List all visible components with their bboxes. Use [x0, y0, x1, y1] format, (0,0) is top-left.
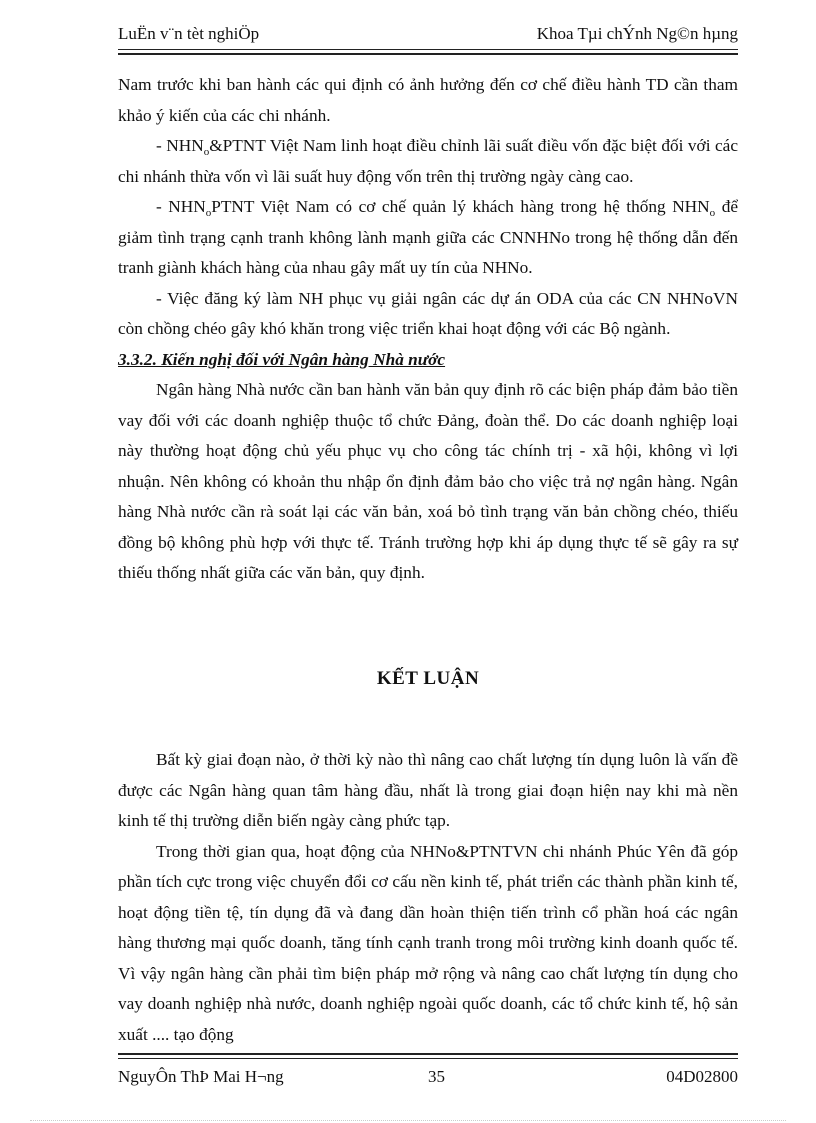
footer-author: NguyÔn ThÞ Mai H¬ng	[118, 1067, 284, 1086]
page-edge-dotted-line	[30, 1120, 786, 1121]
conclusion-paragraph-2: Trong thời gian qua, hoạt động của NHNo&PTNTVN chi nhánh Phúc Yên đã góp phần tích cực trong việc chuyển đổi cơ cấu nền kinh tế, phát triển các thành phần kinh tế, hoạt động tiền tệ, tín dụng đã và đang dần hoàn thiện tiến trình cổ phần hoá các ngân hàng thương mại quốc doanh, tăng tính cạnh tranh trong môi trường kinh doanh quốc tế. Vì vậy ngân hàng cần phải tìm biện pháp mở rộng và nâng cao chất lượng tín dụng cho vay doanh nghiệp nhà nước, doanh nghiệp ngoài quốc doanh, các tổ chức kinh tế, hộ sản xuất .... tạo động	[118, 841, 738, 1044]
section-heading: 3.3.2. Kiến nghị đối với Ngân hàng Nhà nước	[118, 349, 446, 369]
page-footer	[118, 1067, 738, 1093]
paragraph-state-bank: Ngân hàng Nhà nước cần ban hành văn bản quy định rõ các biện pháp đảm bảo tiền vay đối với các doanh nghiệp thuộc tổ chức Đảng, đoàn thể. Do các doanh nghiệp loại này thường hoạt động chủ yếu phục vụ cho công tác chính trị - xã hội, không vì lợi nhuận. Nên không có khoản thu nhập ổn định đảm bảo cho việc trả nợ ngân hàng. Ngân hàng Nhà nước cần rà soát lại các văn bản, xoá bỏ tình trạng văn bản chồng chéo, thiếu đồng bộ không phù hợp với thực tế. Tránh trường hợp khi áp dụng thực tế sẽ gây ra sự thiếu thống nhất giữa các văn bản, quy định.	[118, 380, 738, 582]
footer-rule-thin	[118, 1058, 738, 1059]
header-rule-thin	[118, 49, 738, 50]
header-faculty: Khoa Tµi chÝnh Ng©n hµng	[536, 24, 738, 43]
page-header	[118, 24, 738, 50]
header-thesis-title: LuËn v¨n tèt nghiÖp	[118, 24, 260, 43]
footer-rule-thick	[118, 1053, 738, 1055]
paragraph-customer-management: - $NHN_oPTNT$ Việt Nam có cơ chế quản lý khách hàng trong hệ thống $NHN_o$ để giảm tình trạng cạnh tranh không lành mạnh giữa các CNNHNo trong hệ thống dẫn đến tranh giành khách hàng của nhau gây mất uy tín của NHNo.	[118, 197, 739, 277]
footer-student-id: 04D02800	[666, 1067, 738, 1086]
conclusion-paragraph-1: Bất kỳ giai đoạn nào, ở thời kỳ nào thì nâng cao chất lượng tín dụng luôn là vấn đề được các Ngân hàng quan tâm hàng đầu, nhất là trong giai đoạn hiện nay khi mà nền kinh tế thị trường diễn biến ngày càng phức tạp.	[118, 750, 738, 830]
paragraph-interest-rate: - $NHN_o\&PTNT$ Việt Nam linh hoạt điều chỉnh lãi suất điều vốn đặc biệt đối với các chi nhánh thừa vốn vì lãi suất huy động vốn trên thị trường ngày càng cao.	[118, 136, 738, 186]
paragraph-intro: Nam trước khi ban hành các qui định có ảnh hưởng đến cơ chế điều hành TD cần tham khảo ý kiến của các chi nhánh.	[118, 75, 738, 125]
paragraph-oda: - Việc đăng ký làm NH phục vụ giải ngân các dự án ODA của các CN NHNoVN còn chồng chéo gây khó khăn trong việc triển khai hoạt động với các Bộ ngành.	[118, 288, 738, 338]
page-number: 35	[428, 1067, 445, 1086]
body-text	[118, 70, 738, 589]
conclusion-body	[118, 745, 738, 1050]
header-rule-thick	[118, 53, 738, 55]
conclusion-title: KẾT LUẬN	[376, 668, 480, 689]
